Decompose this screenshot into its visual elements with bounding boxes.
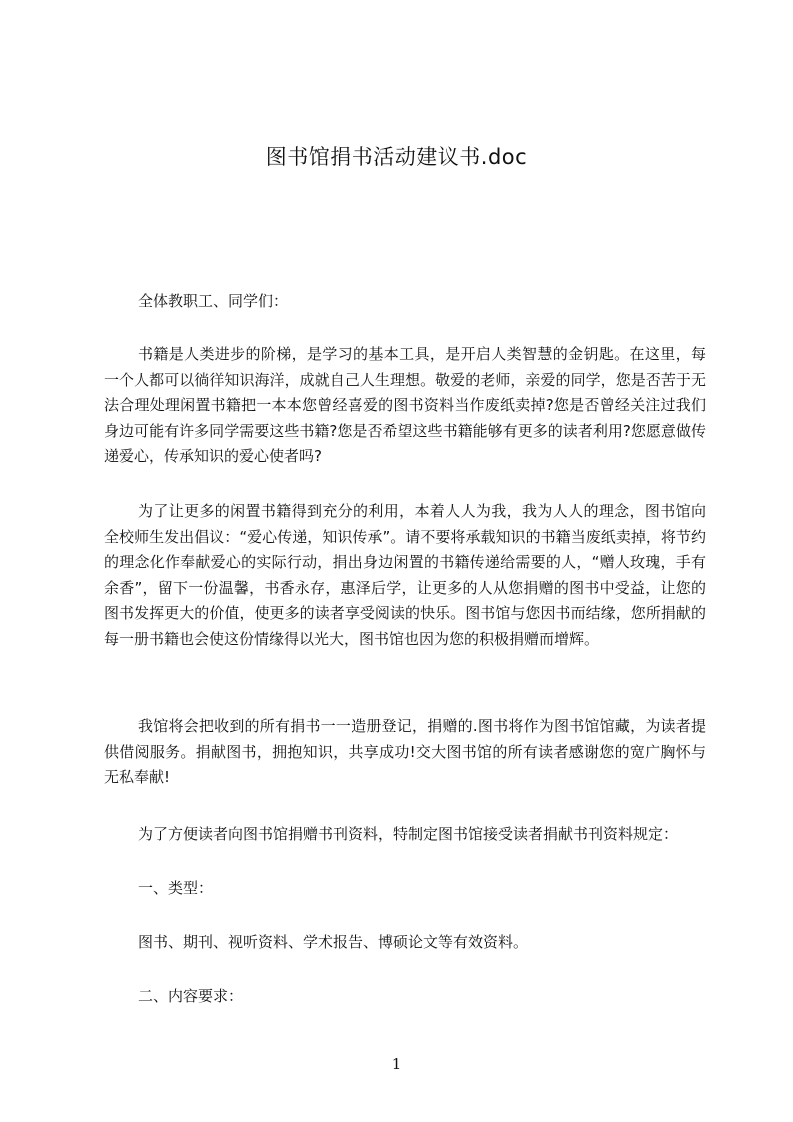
section-2-heading: 二、内容要求： bbox=[138, 987, 244, 1005]
paragraph-registration: 我馆将会把收到的所有捐书一一造册登记，捐赠的.图书将作为图书馆馆藏，为读者提供借阅服务。捐献图书，拥抱知识，共享成功!交大图书馆的所有读者感谢您的宽广胸怀与无私奉献! bbox=[104, 717, 706, 787]
page-number: 1 bbox=[391, 1055, 402, 1073]
rules-intro: 为了方便读者向图书馆捐赠书刊资料，特制定图书馆接受读者捐献书刊资料规定： bbox=[138, 825, 679, 843]
paragraph-initiative: 为了让更多的闲置书籍得到充分的利用，本着人人为我，我为人人的理念，图书馆向全校师生发出倡议：“爱心传递，知识传承”。请不要将承载知识的书籍当废纸卖掉，将节约的理念化作奉献爱心的实际行动，捐出身边闲置的书籍传递给需要的人，“赠人玫瑰，手有余香”，留下一份温馨，书香永存，惠泽后学，让更多的人从您捐赠的图书中受益，让您的图书发挥更大的价值，使更多的读者享受阅读的快乐。图书馆与您因书而结缘，您所捐献的每一册书籍也会使这份情缘得以光大，图书馆也因为您的积极捐赠而增辉。 bbox=[104, 502, 706, 648]
greeting: 全体教职工、同学们： bbox=[138, 292, 289, 310]
paragraph-intro: 书籍是人类进步的阶梯，是学习的基本工具，是开启人类智慧的金钥匙。在这里，每一个人都可以徜徉知识海洋，成就自己人生理想。敬爱的老师，亲爱的同学，您是否苦于无法合理处理闲置书籍把一本本您曾经喜爱的图书资料当作废纸卖掉?您是否曾经关注过我们身边可能有许多同学需要这些书籍?您是否希望这些书籍能够有更多的读者利用?您愿意做传递爱心，传承知识的爱心使者吗? bbox=[104, 345, 706, 466]
document-title: 图书馆捐书活动建议书.doc bbox=[265, 145, 528, 169]
section-1-heading: 一、类型： bbox=[138, 879, 214, 897]
section-1-body: 图书、期刊、视听资料、学术报告、博硕论文等有效资料。 bbox=[138, 933, 529, 951]
